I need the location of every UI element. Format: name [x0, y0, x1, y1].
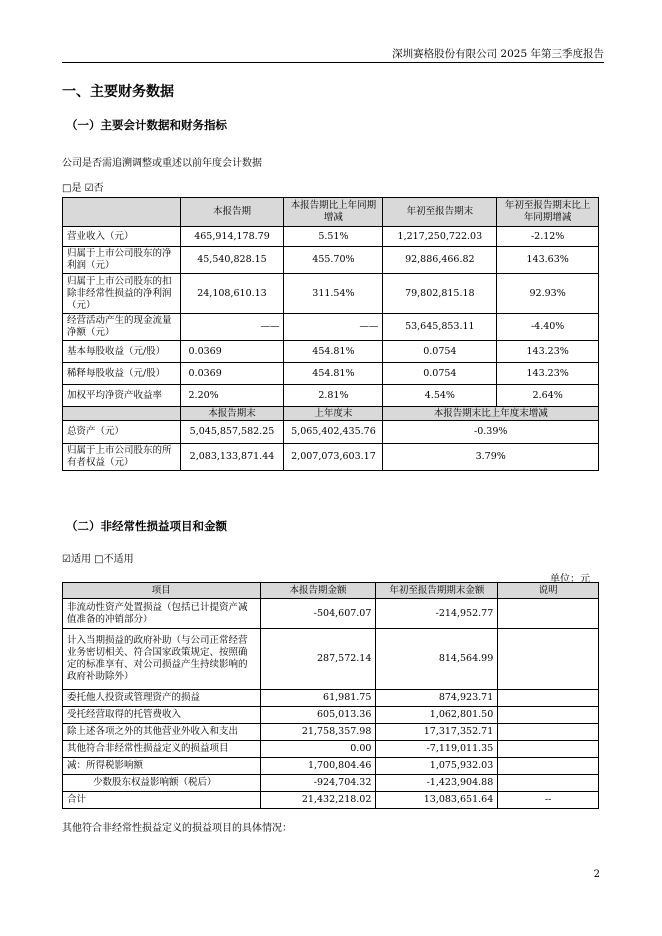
table-cell: [498, 629, 599, 690]
retro-adjust-question: 公司是否需追溯调整或重述以前年度会计数据: [62, 158, 262, 169]
table-cell: 21,432,218.02: [260, 792, 376, 809]
table-cell: 2.81%: [284, 385, 383, 407]
table-cell: -7,119,011.35: [376, 741, 498, 758]
table-cell: 92,886,466.82: [383, 247, 497, 274]
table-row: [63, 247, 599, 274]
row-label: 除上述各项之外的其他营业外收入和支出: [63, 724, 261, 741]
row-label: 其他符合非经常性损益定义的损益项目: [63, 741, 261, 758]
table-cell: 1,062,801.50: [376, 707, 498, 724]
table-cell: 79,802,815.18: [383, 274, 497, 314]
row-label: 受托经营取得的托管费收入: [63, 707, 261, 724]
table-header-row: [63, 198, 599, 227]
table-header-row: [63, 583, 599, 599]
row-label: 稀释每股收益（元/股）: [63, 363, 181, 385]
header-divider: [62, 62, 604, 63]
table-row: [63, 599, 599, 629]
table-row: [63, 314, 599, 341]
table-cell: ——: [180, 314, 284, 341]
table-header-cell: 年初至报告期末: [383, 198, 497, 227]
table-header-cell: 本报告期末比上年度末增减: [383, 407, 599, 421]
row-label: 归属于上市公司股东的净利润（元）: [63, 247, 181, 274]
table-row: [63, 341, 599, 363]
row-label: 总资产（元）: [63, 421, 181, 444]
table-row: [63, 724, 599, 741]
table-cell: 5,045,857,582.25: [180, 421, 284, 444]
table-cell: 143.23%: [497, 363, 599, 385]
table-header-cell: [63, 198, 181, 227]
table-cell: -2.12%: [497, 227, 599, 247]
table-cell: 53,645,853.11: [383, 314, 497, 341]
table-header-cell: 说明: [498, 583, 599, 599]
subsection-title-non-recurring: （二）非经常性损益项目和金额: [66, 519, 227, 533]
table-header-row: [63, 407, 599, 421]
retro-adjust-answer: [62, 179, 104, 194]
page-number: 2: [593, 869, 600, 880]
table-cell: [498, 741, 599, 758]
table-row: [63, 421, 599, 444]
table-cell: 45,540,828.15: [180, 247, 284, 274]
table-header-cell: 本报告期: [180, 198, 284, 227]
unchecked-box-icon: □: [62, 183, 72, 194]
table-cell: [498, 758, 599, 775]
table-cell: 1,700,804.46: [260, 758, 376, 775]
table-cell: 287,572.14: [260, 629, 376, 690]
table-cell: 5.51%: [284, 227, 383, 247]
row-label: 归属于上市公司股东的所有者权益（元）: [63, 444, 181, 471]
footnote-text: 其他符合非经常性损益定义的损益项目的具体情况：: [62, 823, 292, 834]
table-cell: [498, 690, 599, 707]
table-cell: 454.81%: [284, 341, 383, 363]
table-header-cell: 年初至报告期期末金额: [376, 583, 498, 599]
table-header-cell: 本报告期比上年同期增减: [284, 198, 383, 227]
table-cell: -214,952.77: [376, 599, 498, 629]
table-cell: -0.39%: [383, 421, 599, 444]
row-label: 减：所得税影响额: [63, 758, 261, 775]
not-applicable-label: 不适用: [103, 554, 134, 565]
table-total-row: [63, 792, 599, 809]
table-cell: -924,704.32: [260, 775, 376, 792]
table-cell: 143.63%: [497, 247, 599, 274]
row-label: 委托他人投资或管理资产的损益: [63, 690, 261, 707]
table-cell: 4.54%: [383, 385, 497, 407]
table-cell: 605,013.36: [260, 707, 376, 724]
row-label: 合计: [63, 792, 261, 809]
table-cell: 143.23%: [497, 341, 599, 363]
table-cell: 0.0754: [383, 341, 497, 363]
table-row: [63, 690, 599, 707]
table-row: [63, 775, 599, 792]
table-cell: [498, 775, 599, 792]
table-row: [63, 444, 599, 471]
table-header-cell: 本报告期金额: [260, 583, 376, 599]
table-cell: [498, 724, 599, 741]
checked-box-icon: ☑: [84, 183, 94, 194]
table-cell: 0.0369: [180, 341, 284, 363]
table-row: [63, 227, 599, 247]
table-cell: 2.20%: [180, 385, 284, 407]
row-label: 归属于上市公司股东的扣除非经常性损益的净利润（元）: [63, 274, 181, 314]
applicable-label: 适用: [70, 554, 91, 565]
table-cell: 0.00: [260, 741, 376, 758]
row-label: 计入当期损益的政府补助（与公司正常经营业务密切相关、符合国家政策规定、按照确定的标准享有、对公司损益产生持续影响的政府补助除外）: [63, 629, 261, 690]
table-cell: --: [498, 792, 599, 809]
table-cell: 1,075,932.03: [376, 758, 498, 775]
table-cell: 3.79%: [383, 444, 599, 471]
table-cell: 0.0369: [180, 363, 284, 385]
row-label: 营业收入（元）: [63, 227, 181, 247]
key-financial-data-table: [62, 197, 599, 471]
table-cell: -504,607.07: [260, 599, 376, 629]
table-header-cell: 本报告期末: [180, 407, 284, 421]
checked-box-icon: ☑: [62, 554, 71, 565]
table-cell: [498, 707, 599, 724]
table-cell: 0.0754: [383, 363, 497, 385]
table-row: [63, 385, 599, 407]
table-header-cell: 项目: [63, 583, 261, 599]
table-cell: 61,981.75: [260, 690, 376, 707]
yes-label: 是: [71, 183, 82, 194]
table-row: [63, 741, 599, 758]
table-cell: ——: [284, 314, 383, 341]
table-row: [63, 707, 599, 724]
table-cell: 13,083,651.64: [376, 792, 498, 809]
table-row: [63, 363, 599, 385]
row-label: 少数股东权益影响额（税后）: [63, 775, 261, 792]
unchecked-box-icon: □: [94, 554, 104, 565]
table-row: [63, 274, 599, 314]
table-cell: -1,423,904.88: [376, 775, 498, 792]
table-cell: -4.40%: [497, 314, 599, 341]
table-cell: 17,317,352.71: [376, 724, 498, 741]
table-header-cell: [63, 407, 181, 421]
table-cell: 2,083,133,871.44: [180, 444, 284, 471]
table-cell: 1,217,250,722.03: [383, 227, 497, 247]
table-header-cell: 上年度末: [284, 407, 383, 421]
table-cell: 24,108,610.13: [180, 274, 284, 314]
table-cell: 21,758,357.98: [260, 724, 376, 741]
applicable-options: [62, 550, 134, 565]
table-cell: 2.64%: [497, 385, 599, 407]
table-cell: 455.70%: [284, 247, 383, 274]
row-label: 基本每股收益（元/股）: [63, 341, 181, 363]
non-recurring-items-table: [62, 582, 599, 809]
no-label: 否: [93, 183, 104, 194]
table-cell: 465,914,178.79: [180, 227, 284, 247]
table-cell: 311.54%: [284, 274, 383, 314]
report-header-title: 深圳赛格股份有限公司 2025 年第三季度报告: [392, 48, 604, 60]
table-cell: 2,007,073,603.17: [284, 444, 383, 471]
unit-label: 单位：元: [550, 574, 590, 585]
table-cell: 874,923.71: [376, 690, 498, 707]
table-header-cell: 年初至报告期末比上年同期增减: [497, 198, 599, 227]
row-label: 非流动性资产处置损益（包括已计提资产减值准备的冲销部分）: [63, 599, 261, 629]
row-label: 加权平均净资产收益率: [63, 385, 181, 407]
table-cell: 92.93%: [497, 274, 599, 314]
table-row: [63, 629, 599, 690]
row-label: 经营活动产生的现金流量净额（元）: [63, 314, 181, 341]
table-cell: 814,564.99: [376, 629, 498, 690]
section-title-financial-data: 一、主要财务数据: [62, 84, 174, 100]
table-cell: [498, 599, 599, 629]
table-row: [63, 758, 599, 775]
table-cell: 5,065,402,435.76: [284, 421, 383, 444]
table-cell: 454.81%: [284, 363, 383, 385]
subsection-title-accounting-data: （一）主要会计数据和财务指标: [66, 118, 227, 132]
